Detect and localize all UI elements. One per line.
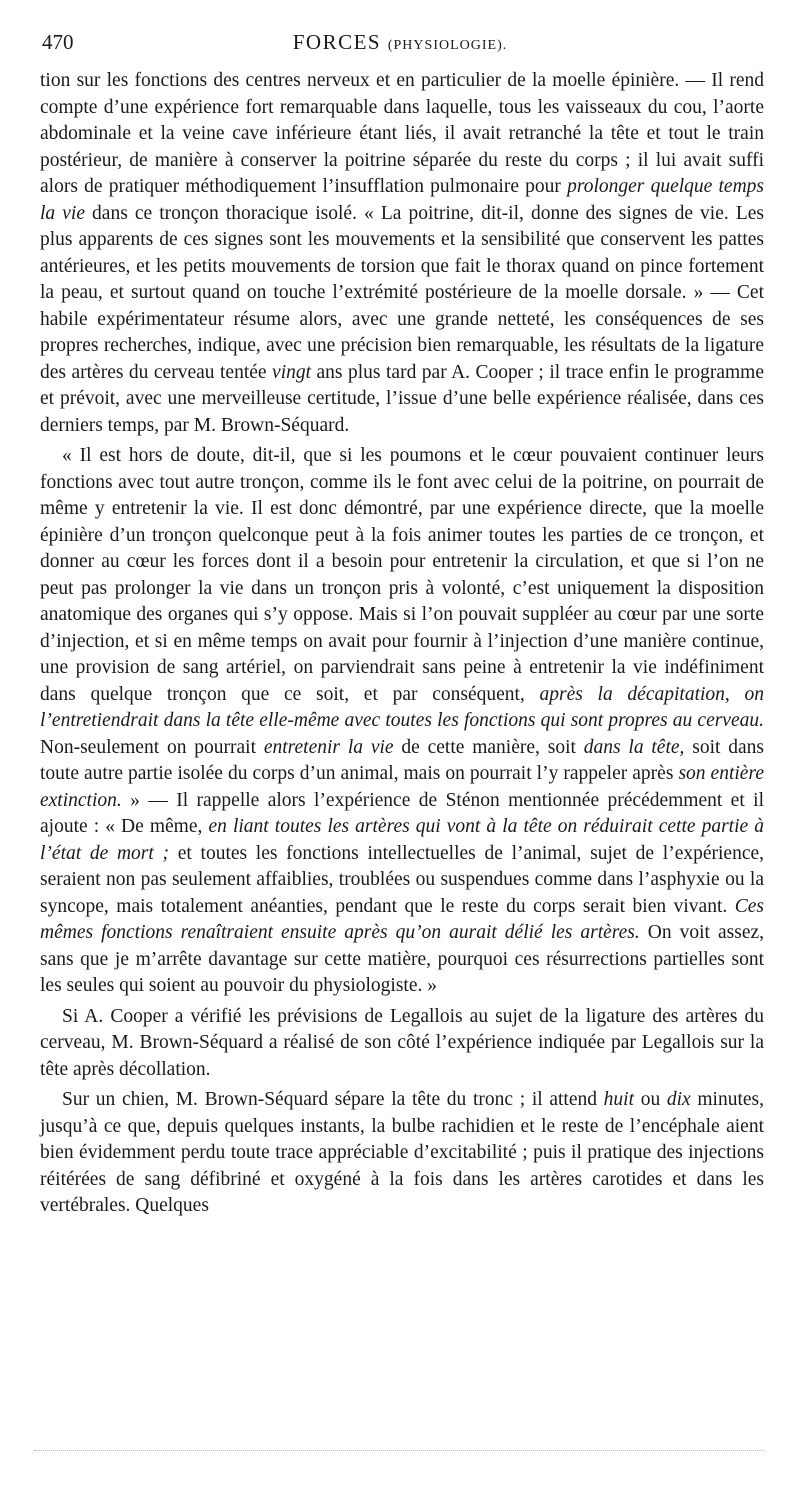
italic-text: dans la tête, (583, 736, 685, 758)
italic-text: après la décapitation, on l’entretiendrait dans la tête elle-même avec toutes les fonctions qui sont propres au cerveau. (40, 683, 765, 731)
italic-text: son entière extinction. (40, 763, 764, 811)
paragraph-2 (40, 443, 764, 1000)
italic-text: en liant toutes les artères qui vont à la tête on réduirait cette partie à l’état de mort ; (40, 816, 764, 864)
paragraph-1 (40, 68, 764, 439)
text-run: ans plus tard par A. Cooper ; il trace enfin le programme et prévoit, avec une merveilleuse certitude, l’issue d’une belle expérience réalisée, dans ces derniers temps, par M. Brown-Séquard. (40, 361, 765, 436)
page-number: 470 (42, 30, 74, 54)
running-title-main: FORCES (292, 30, 382, 54)
text-run: de cette manière, soit (393, 736, 584, 758)
italic-text: huit (603, 1089, 635, 1110)
italic-text: dix (666, 1089, 691, 1110)
bottom-margin-marks (34, 1450, 764, 1453)
text-run: On voit assez, sans que je m’arrête davantage sur cette matière, pourquoi ces résurrections partielles sont les seules qui soient au pouvoir du physiologiste. » (40, 922, 764, 996)
text-run: « Il est hors de doute, dit-il, que si les poumons et le cœur pouvaient continuer leurs fonctions avec tout autre tronçon, comme ils le font avec celui de la poitrine, on pourrait de même y entretenir la vie. Il est donc démontré, par une expérience directe, que la moelle épinière d’un tronçon quelconque peut à la fois animer toutes les parties de ce tronçon, et donner au cœur les forces dont il a besoin pour entretenir la circulation, et que si l’on ne peut pas prolonger la vie dans un tronçon pris à volonté, c’est uniquement la disposition anatomique des organes qui s’y oppose. Mais si l’on pouvait suppléer au cœur par une sorte d’injection, et si en même temps on avait pour fournir à l’injection d’une manière continue, une provision de sang artériel, on parviendrait sans peine à entretenir la vie indéfiniment dans quelque tronçon que ce soit, et par conséquent, (40, 445, 764, 705)
paragraph-3 (40, 1004, 764, 1084)
text-run: Sur un chien, M. Brown-Séquard sépare la tête du tronc ; il attend (62, 1089, 604, 1110)
text-run: minutes, jusqu’à ce que, depuis quelques instants, la bulbe rachidien et le reste de l’encéphale aient bien évidemment perdu toute trace appréciable d’excitabilité ; puis il pratique des injections réitérées de sang défibriné et oxygéné à la fois dans les artères carotides et dans les vertébrales. Quelques (40, 1089, 765, 1216)
italic-text: Ces mêmes fonctions renaîtraient ensuite après qu’on aurait délié les artères. (40, 895, 764, 943)
text-run: dans ce tronçon thoracique isolé. « La poitrine, dit-il, donne des signes de vie. Les plus apparents de ces signes sont les mouvements et la sensibilité que conservent les pattes antérieures, et les petits mouvements de torsion que fait le thorax quand on pince fortement la peau, et surtout quand on touche l’extrémité postérieure de la moelle dorsale. » — Cet habile expérimentateur résume alors, avec une grande netteté, les conséquences de ses propres recherches, indique, avec une précision bien remarquable, les résultats de la ligature des artères du cerveau tentée (40, 202, 764, 383)
italic-text: entretenir la vie (263, 736, 394, 758)
text-run: tion sur les fonctions des centres nerveux et en particulier de la moelle épinière. — Il rend compte d’une expérience fort remarquable dans laquelle, tous les vaisseaux du cou, l’aorte abdominale et la veine cave inférieure étant liés, il avait retranché la tête et tout le train postérieur, de manière à conserver la poitrine séparée du reste du corps ; il lui avait suffi alors de pratiquer méthodiquement l’insufflation pulmonaire pour (40, 70, 764, 197)
body-text (40, 68, 764, 1220)
italic-text: prolonger quelque temps la vie (40, 176, 764, 224)
italic-text: vingt (272, 361, 312, 383)
text-run: Non-seulement on pourrait (40, 736, 264, 758)
text-run: soit dans toute autre partie isolée du corps d’un animal, mais on pourrait l’y rappeler après (40, 736, 764, 784)
text-run: » — Il rappelle alors l’expérience de Sténon mentionnée précédemment et il ajoute : « De même, (40, 789, 764, 837)
paragraph-4 (40, 1087, 764, 1220)
text-run: et toutes les fonctions intellectuelles de l’animal, sujet de l’expérience, seraient non pas seulement affaiblies, troublées ou suspendues comme dans l’asphyxie ou la syncope, mais totalement anéanties, pendant que le reste du corps serait bien vivant. (40, 842, 765, 917)
text-run: Si A. Cooper a vérifié les prévisions de Legallois au sujet de la ligature des artères du cerveau, M. Brown-Séquard a réalisé de son côté l’expérience indiquée par Legallois sur la tête après décollation. (40, 1005, 764, 1080)
text-run: ou (634, 1089, 667, 1110)
running-title (0, 30, 800, 55)
running-title-subtitle: (PHYSIOLOGIE). (387, 38, 508, 53)
